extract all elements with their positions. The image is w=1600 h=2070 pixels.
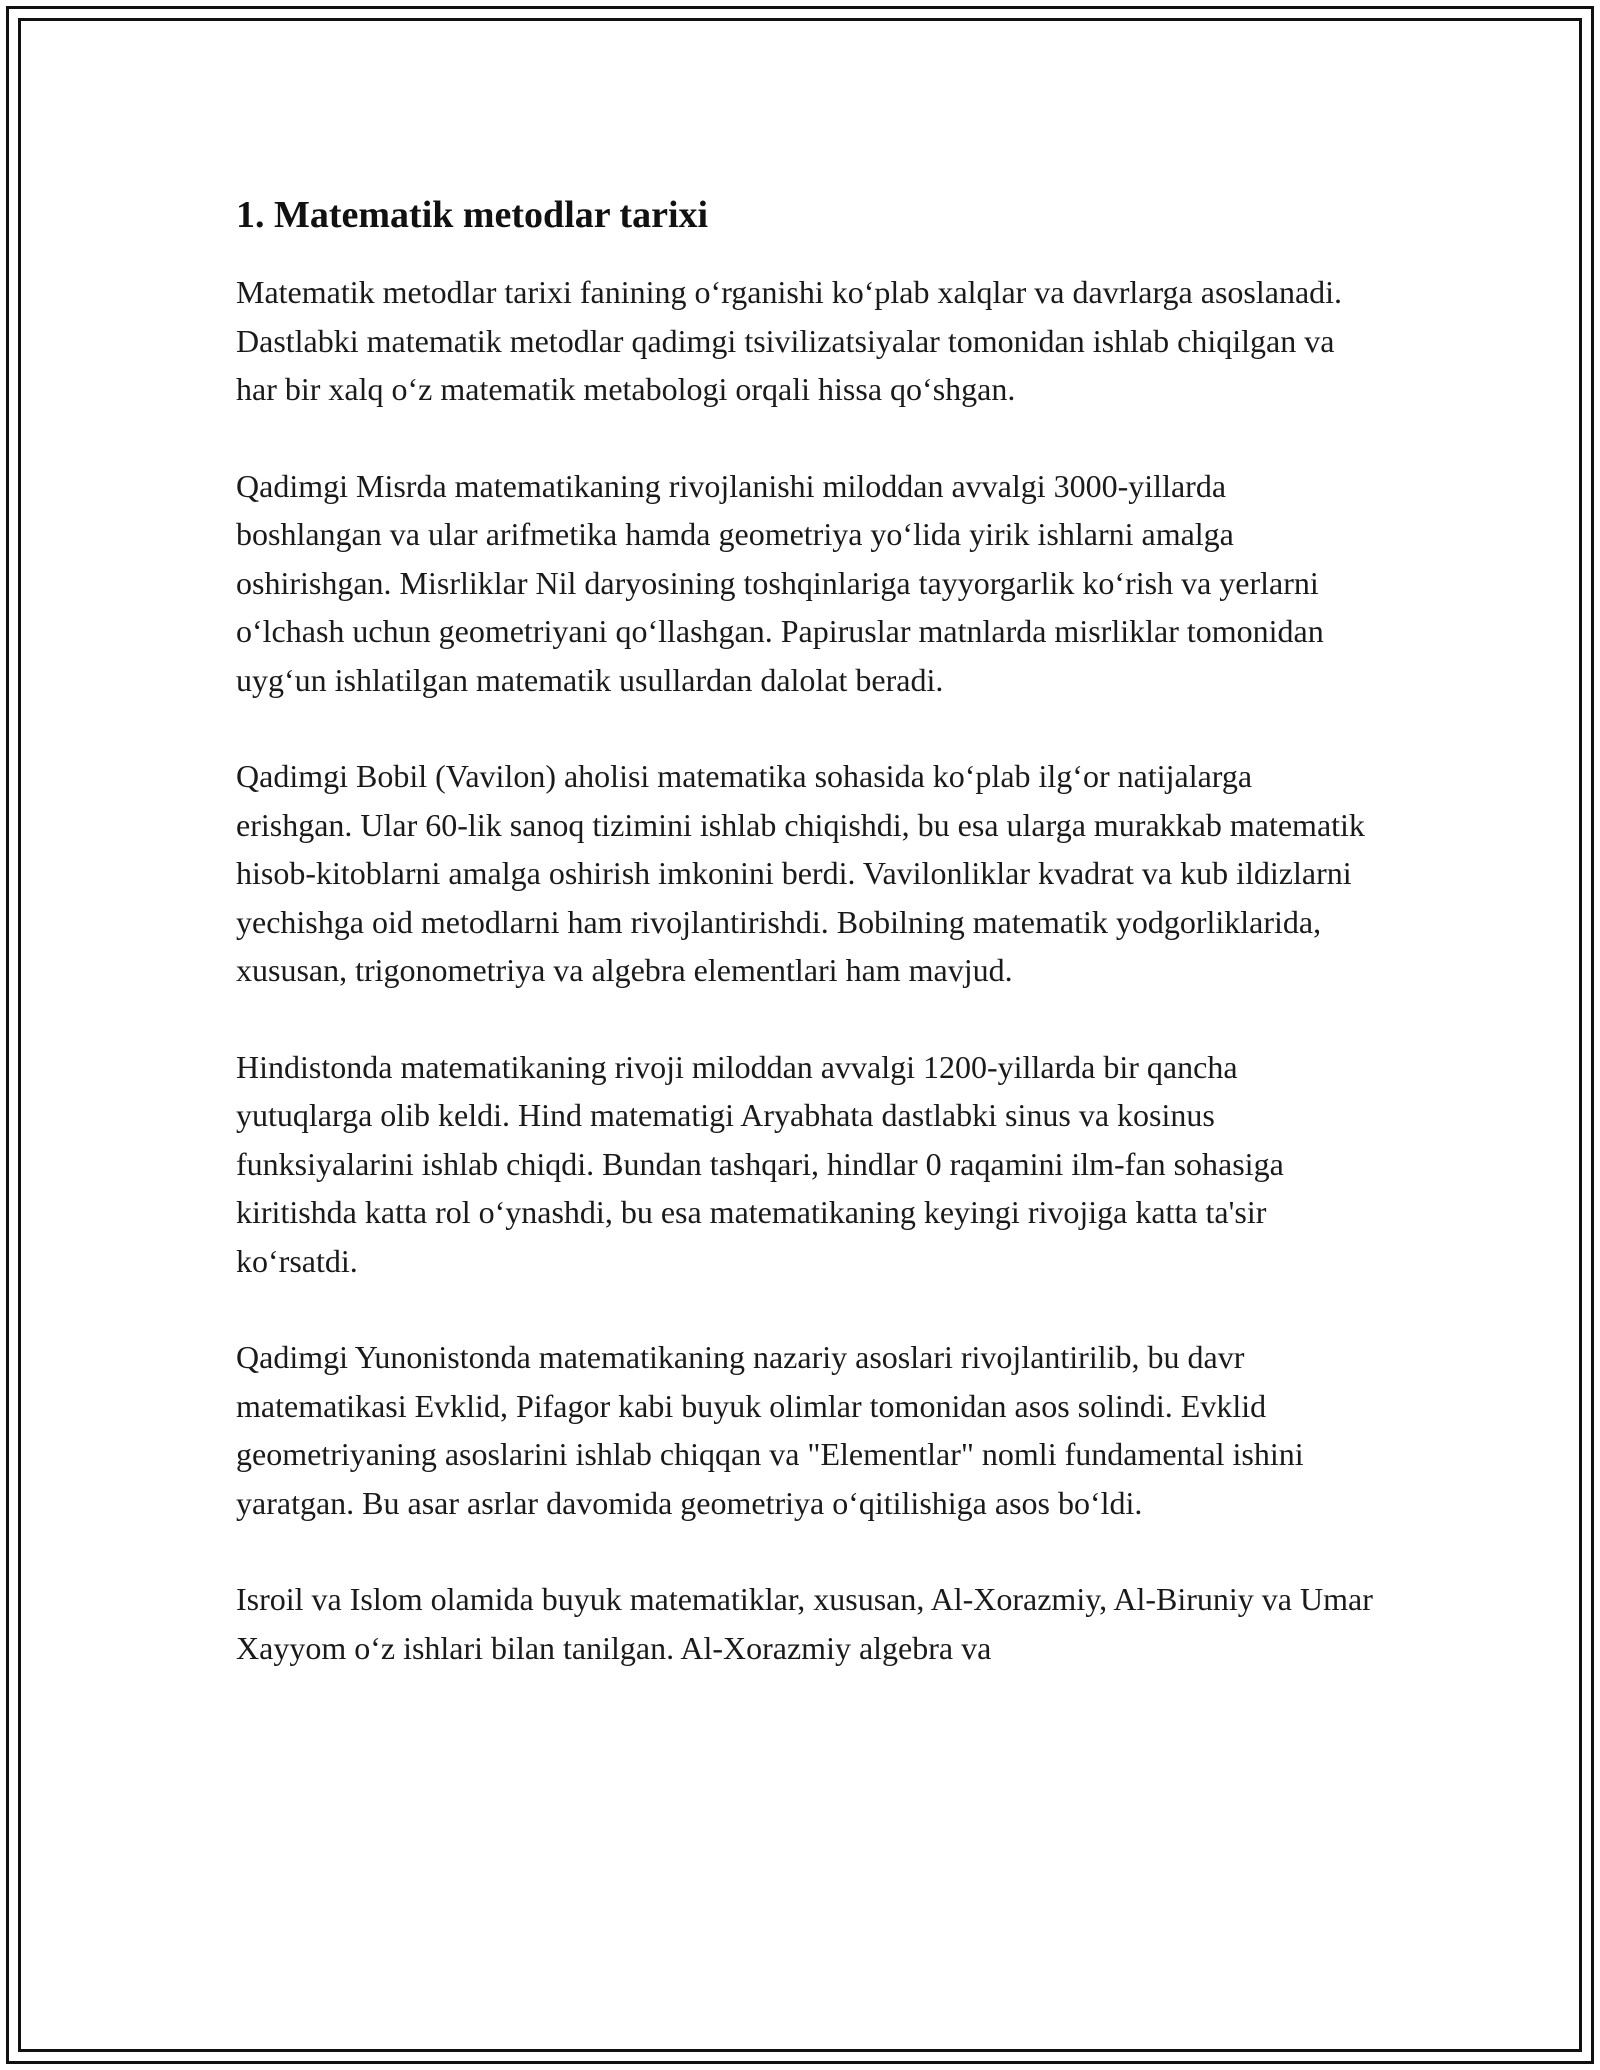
paragraph-intro: Matematik metodlar tarixi fanining o‘rganishi ko‘plab xalqlar va davrlarga asoslanadi. Dastlabki matematik metodlar qadimgi tsivilizatsiyalar tomonidan ishlab chiqilgan va har bir xalq o‘z matematik metabologi orqali hissa qo‘shgan. xyxy=(236,274,1343,407)
paragraph-islamic-world: Isroil va Islom olamida buyuk matematiklar, xususan, Al-Xorazmiy, Al-Biruniy va Umar Xayyom o‘z ishlari bilan tanilgan. Al-Xorazmiy algebra va xyxy=(236,1581,1373,1666)
document-body xyxy=(236,190,1376,1720)
paragraph-greece: Qadimgi Yunonistonda matematikaning nazariy asoslari rivojlantirilib, bu davr matematikasi Evklid, Pifagor kabi buyuk olimlar tomonidan asos solindi. Evklid geometriyaning asoslarini ishlab chiqqan va "Elementlar" nomli fundamental ishini yaratgan. Bu asar asrlar davomida geometriya o‘qitilishiga asos bo‘ldi. xyxy=(236,1339,1304,1521)
paragraph-india: Hindistonda matematikaning rivoji miloddan avvalgi 1200-yillarda bir qancha yutuqlarga olib keldi. Hind matematigi Aryabhata dastlabki sinus va kosinus funksiyalarini ishlab chiqdi. Bundan tashqari, hindlar 0 raqamini ilm-fan sohasiga kiritishda katta rol o‘ynashdi, bu esa matematikaning keyingi rivojiga katta ta'sir ko‘rsatdi. xyxy=(236,1048,1284,1279)
paragraph-babylon: Qadimgi Bobil (Vavilon) aholisi matematika sohasida ko‘plab ilg‘or natijalarga erishgan. Ular 60-lik sanoq tizimini ishlab chiqishdi, bu esa ularga murakkab matematik hisob-kitoblarni amalga oshirish imkonini berdi. Vavilonliklar kvadrat va kub ildizlarni yechishga oid metodlarni ham rivojlantirishdi. Bobilning matematik yodgorliklarida, xususan, trigonometriya va algebra elementlari ham mavjud. xyxy=(236,758,1365,988)
paragraph-egypt: Qadimgi Misrda matematikaning rivojlanishi miloddan avvalgi 3000-yillarda boshlangan va ular arifmetika hamda geometriya yo‘lida yirik ishlarni amalga oshirishgan. Misrliklar Nil daryosining toshqinlariga tayyorgarlik ko‘rish va yerlarni o‘lchash uchun geometriyani qo‘llashgan. Papiruslar matnlarda misrliklar tomonidan uyg‘un ishlatilgan matematik usullardan dalolat beradi. xyxy=(236,467,1324,698)
section-heading: 1. Matematik metodlar tarixi xyxy=(236,194,709,236)
